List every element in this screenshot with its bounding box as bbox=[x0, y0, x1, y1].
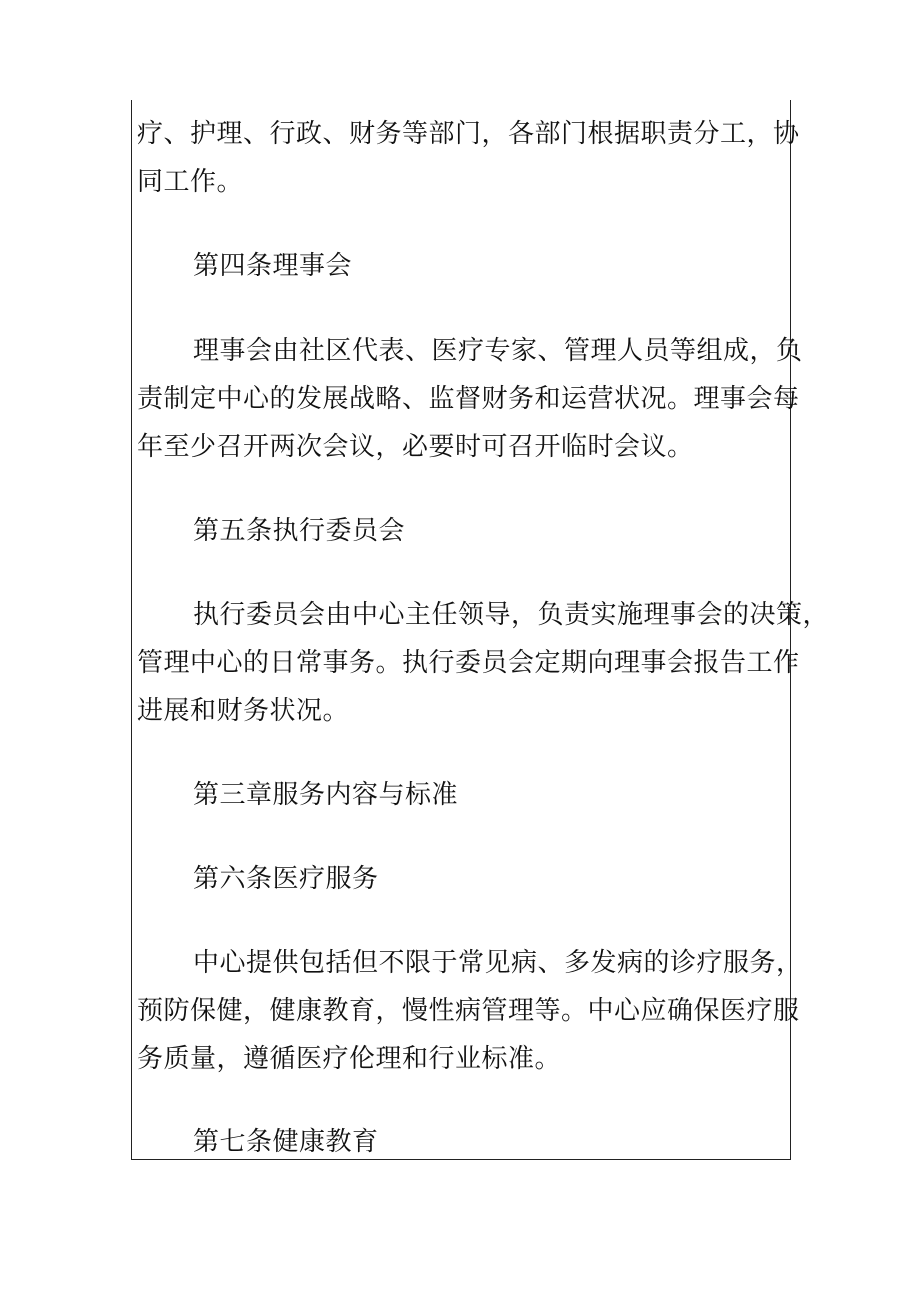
article-heading: 第五条执行委员会 bbox=[193, 516, 406, 546]
paragraph-line: 管理中心的日常事务。执行委员会定期向理事会报告工作 bbox=[137, 648, 800, 678]
paragraph-line: 理事会由社区代表、医疗专家、管理人员等组成，负 bbox=[193, 336, 803, 366]
paragraph-line: 务质量，遵循医疗伦理和行业标准。 bbox=[137, 1044, 562, 1074]
paragraph-line: 进展和财务状况。 bbox=[137, 696, 350, 726]
chapter-heading: 第三章服务内容与标准 bbox=[193, 780, 459, 810]
paragraph-line: 同工作。 bbox=[137, 167, 244, 197]
paragraph-line: 疗、护理、行政、财务等部门，各部门根据职责分工，协 bbox=[137, 119, 800, 149]
paragraph-line: 中心提供包括但不限于常见病、多发病的诊疗服务， bbox=[193, 948, 803, 978]
article-heading: 第六条医疗服务 bbox=[193, 864, 379, 894]
paragraph-line: 执行委员会由中心主任领导，负责实施理事会的决策， bbox=[193, 600, 830, 630]
article-heading: 第七条健康教育 bbox=[193, 1127, 379, 1157]
paragraph-line: 责制定中心的发展战略、监督财务和运营状况。理事会每 bbox=[137, 384, 800, 414]
paragraph-line: 年至少召开两次会议，必要时可召开临时会议。 bbox=[137, 432, 694, 462]
paragraph-line: 预防保健，健康教育，慢性病管理等。中心应确保医疗服 bbox=[137, 996, 800, 1026]
article-heading: 第四条理事会 bbox=[193, 251, 353, 281]
